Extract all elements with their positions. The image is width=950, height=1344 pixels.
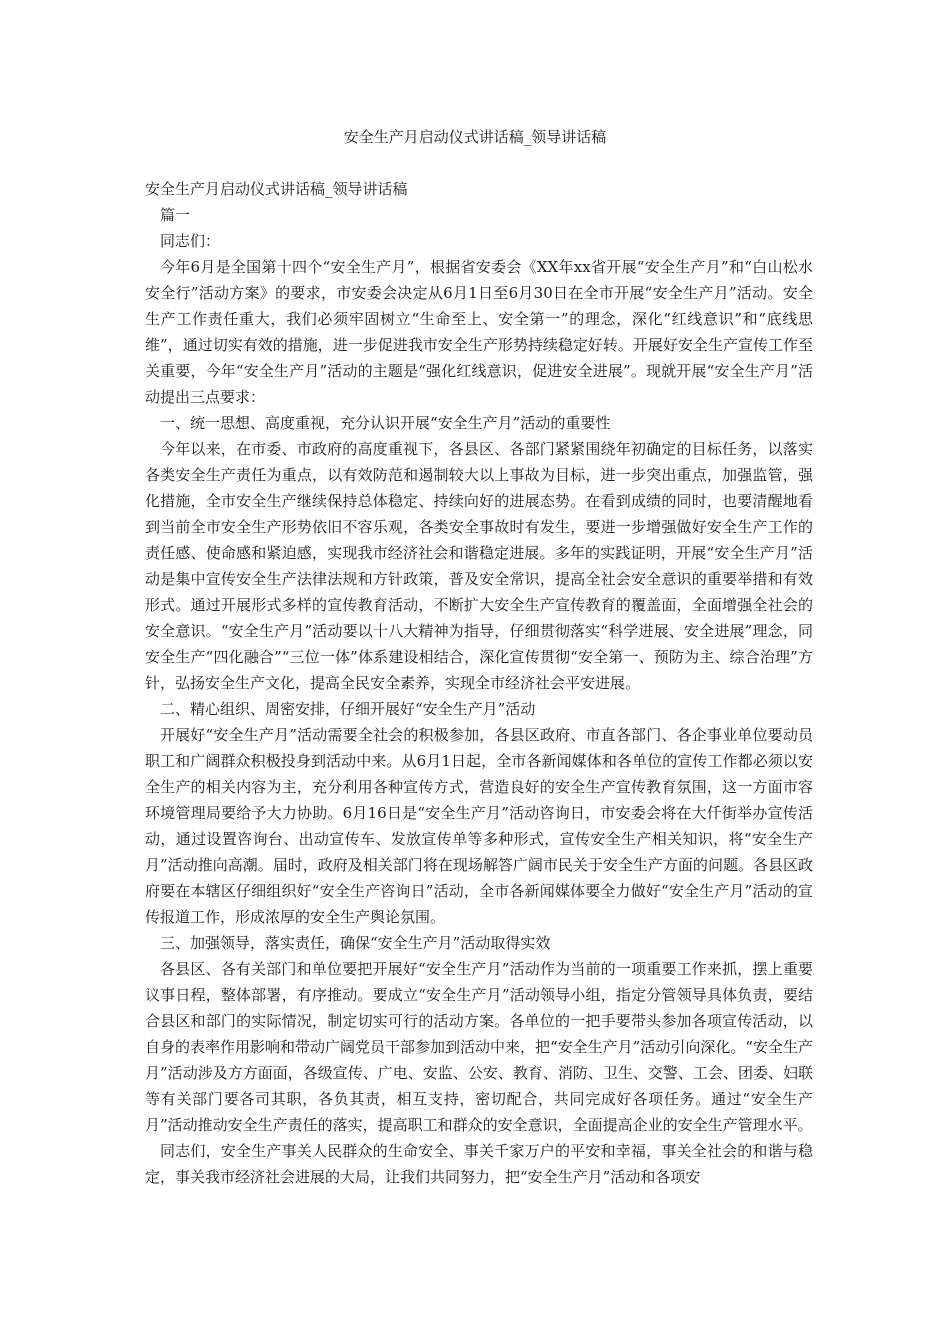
closing-paragraph: 同志们，安全生产事关人民群众的生命安全、事关千家万户的平安和幸福，事关全社会的和谐与稳定，事关我市经济社会进展的大局，让我们共同努力，把“安全生产月”活动和各项安 [145,1142,813,1186]
body-paragraph-3: 各县区、各有关部门和单位要把开展好“安全生产月”活动作为当前的一项重要工作来抓，摆上重要议事日程，整体部署，有序推动。要成立“安全生产月”活动领导小组，指定分管领导具体负责，要结合县区和部门的实际情况，制定切实可行的活动方案。各单位的一把手要带头参加各项宣传活动，以自身的表率作用影响和带动广阔党员干部参加到活动中来，把“安全生产月”活动引向深化。“安全生产月”活动涉及方方面面，各级宣传、广电、安监、公安、教育、消防、卫生、交警、工会、团委、妇联等有关部门要各司其职，各负其责，相互支持，密切配合，共同完成好各项任务。通过“安全生产月”活动推动安全生产责任的落实，提高职工和群众的安全意识，全面提高企业的安全生产管理水平。 [145,960,814,1134]
body-paragraph-1: 今年以来，在市委、市政府的高度重视下，各县区、各部门紧紧围绕年初确定的目标任务，以落实各类安全生产责任为重点，以有效防范和遏制较大以上事故为目标，进一步突出重点，加强监管，强化措施，全市安全生产继续保持总体稳定、持续向好的进展态势。在看到成绩的同时，也要清醒地看到当前全市安全生产形势依旧不容乐观，各类安全事故时有发生，要进一步增强做好安全生产工作的责任感、使命感和紧迫感，实现我市经济社会和谐稳定进展。多年的实践证明，开展“安全生产月”活动是集中宣传安全生产法律法规和方针政策，普及安全常识，提高全社会安全意识的重要举措和有效形式。通过开展形式多样的宣传教育活动，不断扩大安全生产宣传教育的覆盖面，全面增强全社会的安全意识。“安全生产月”活动要以十八大精神为指导，仔细贯彻落实“科学进展、安全进展”理念，同安全生产“四化融合”“三位一体”体系建设相结合，深化宣传贯彻“安全第一、预防为主、综合治理”方针，弘扬安全生产文化，提高全民安全素养，实现全市经济社会平安进展。 [145,440,813,692]
intro-paragraph: 今年6月是全国第十四个“安全生产月”，根据省安委会《XX年xx省开展“安全生产月”和“白山松水安全行”活动方案》的要求，市安委会决定从6月1日至6月30日在全市开展“安全生产月”活动。安全生产工作责任重大，我们必须牢固树立“生命至上、安全第一”的理念，深化“红线意识”和“底线思维”，通过切实有效的措施，进一步促进我市安全生产形势持续稳定好转。开展好安全生产宣传工作至关重要，今年“安全生产月”活动的主题是“强化红线意识，促进安全进展”。现就开展“安全生产月”活动提出三点要求： [145,258,813,406]
section-heading-1: 一、统一思想、高度重视，充分认识开展“安全生产月”活动的重要性 [160,414,611,432]
body-paragraph-2: 开展好“安全生产月”活动需要全社会的积极参加，各县区政府、市直各部门、各企事业单位要动员职工和广阔群众积极投身到活动中来。从6月1日起，全市各新闻媒体和各单位的宣传工作都必须以安全生产的相关内容为主，充分利用各种宣传方式，营造良好的安全生产宣传教育氛围，这一方面市容环境管理局要给予大力协助。6月16日是“安全生产月”活动咨询日，市安委会将在大仟街举办宣传活动，通过设置咨询台、出动宣传车、发放宣传单等多种形式，宣传安全生产相关知识，将“安全生产月”活动推向高潮。届时，政府及相关部门将在现场解答广阔市民关于安全生产方面的问题。各县区政府要在本辖区仔细组织好“安全生产咨询日”活动，全市各新闻媒体要全力做好“安全生产月”活动的宣传报道工作，形成浓厚的安全生产舆论氛围。 [145,726,813,926]
section-label: 篇一 [160,206,191,224]
section-heading-2: 二、精心组织、周密安排，仔细开展好“安全生产月”活动 [160,700,536,718]
page-title: 安全生产月启动仪式讲话稿_领导讲话稿 [343,128,607,146]
salutation: 同志们： [160,232,221,250]
document-body [145,176,813,1190]
document-subtitle: 安全生产月启动仪式讲话稿_领导讲话稿 [145,180,408,198]
section-heading-3: 三、加强领导，落实责任，确保“安全生产月”活动取得实效 [160,934,551,952]
